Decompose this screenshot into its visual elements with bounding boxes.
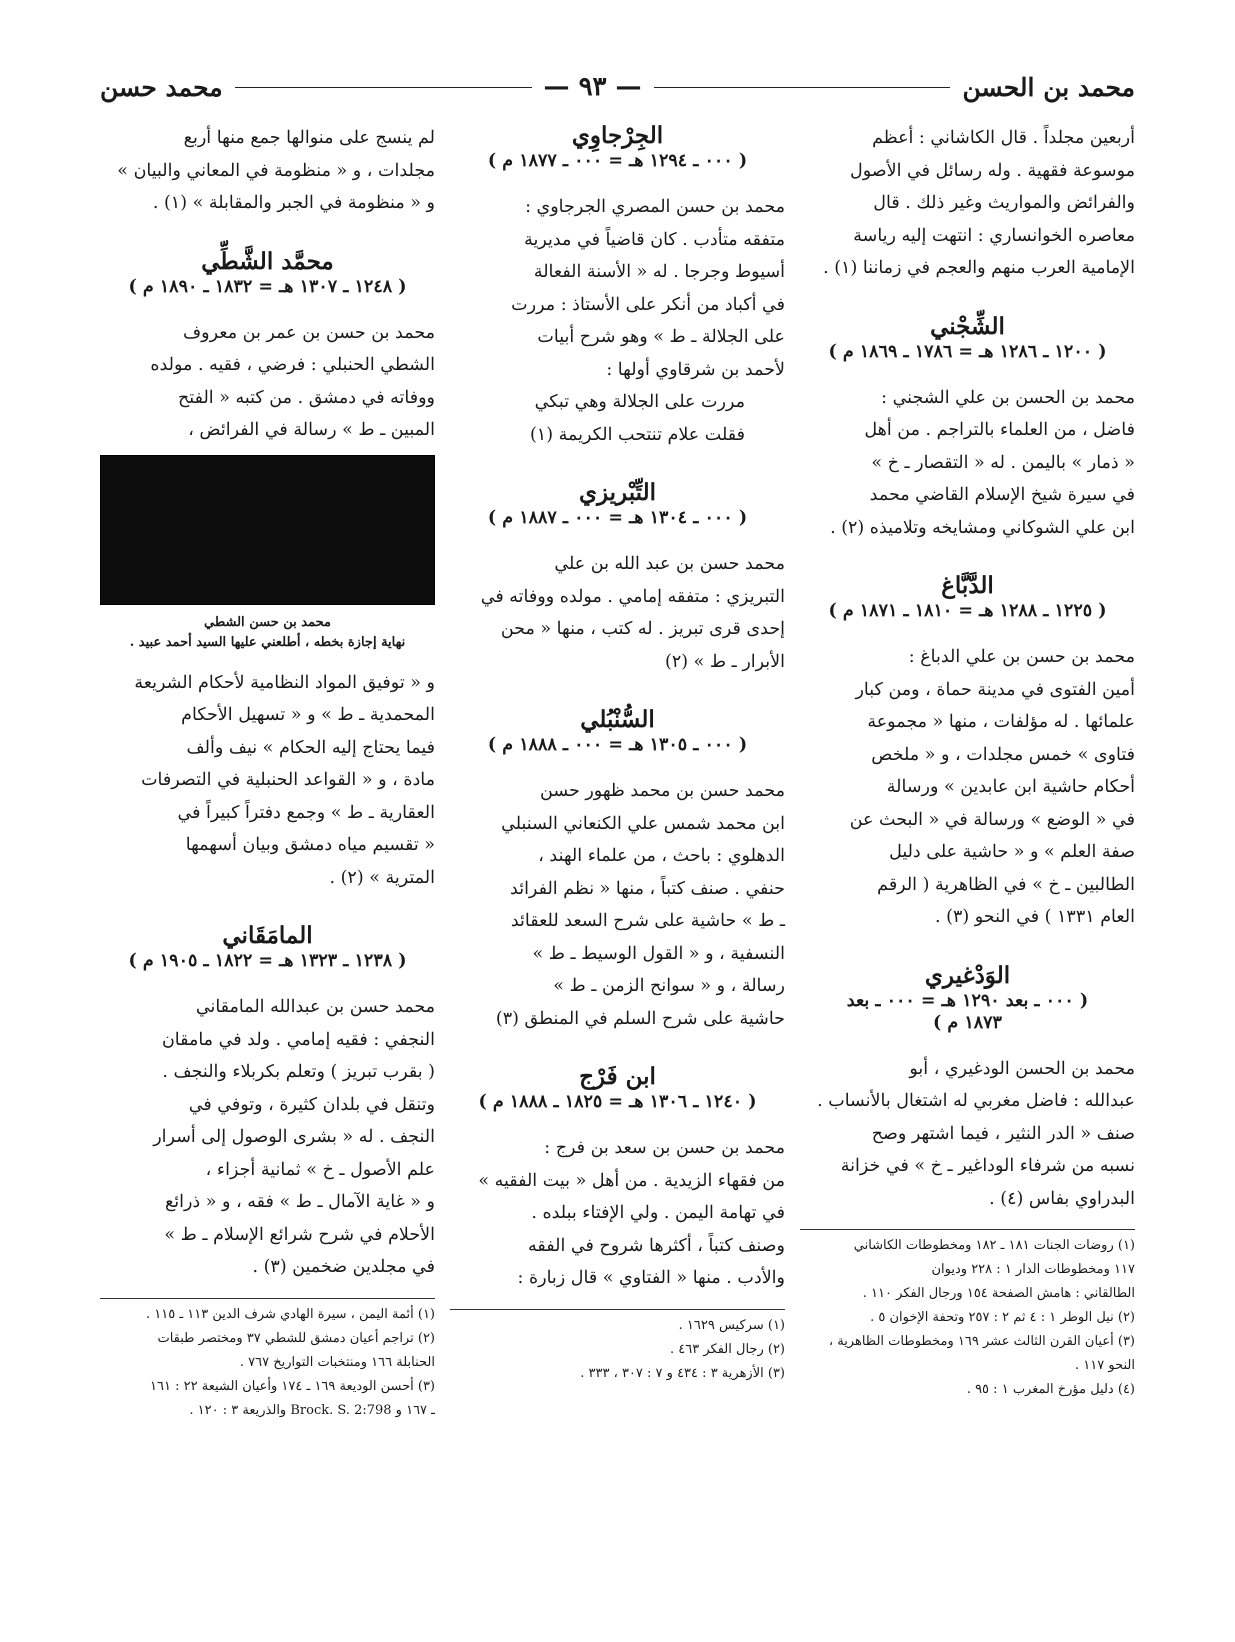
footnote: الطالقاني : هامش الصفحة ١٥٤ ورجال الفكر ١١٠ . (862, 1286, 1135, 1301)
text-line: وصنف كتباً ، أكثرها شروح في الفقه (528, 1235, 785, 1256)
text-line: العام ١٣٣١ ) في النحو (٣) . (934, 907, 1135, 927)
text-line: المحمدية ـ ط » و « تسهيل الأحكام (181, 705, 435, 725)
text-line: الأحلام في شرح شرائع الإسلام ـ ط » (164, 1224, 435, 1245)
text-line: محمد بن الحسن الودغيري ، أبو (909, 1058, 1135, 1079)
biography-entry (450, 122, 785, 451)
text-line: محمد حسن بن عبدالله المامقاني (195, 997, 435, 1017)
footnotes (100, 1298, 435, 1423)
text-line: في أكباد من أنكر على الأستاذ : مررت (511, 294, 785, 315)
entry-dates: ( ٠٠٠ ـ ١٣٠٥ هـ = ٠٠٠ ـ ١٨٨٨ م ) (487, 735, 748, 755)
text-line: إحدى قرى تبريز . له كتب ، منها « محن (500, 619, 785, 639)
text-line: محمد بن الحسن بن علي الشجني : (881, 387, 1135, 408)
entry-dates: ( ١٢٤٠ ـ ١٣٠٦ هـ = ١٨٢٥ ـ ١٨٨٨ م ) (478, 1092, 757, 1112)
biography-entry (450, 1063, 785, 1295)
manuscript-photo (100, 455, 435, 605)
footnote: (٢) نيل الوطر ١ : ٤ ثم ٢ : ٢٥٧ وتحفة الإخوان ٥ . (870, 1310, 1135, 1325)
text-line: لأحمد بن شرقاوي أولها : (606, 359, 785, 380)
column-right (800, 122, 1135, 1402)
text-line: حنفي . صنف كتباً ، منها « نظم الفرائد (510, 878, 785, 899)
text-line: ـ ط » حاشية على شرح السعد للعقائد (510, 911, 785, 931)
text-line: محمد بن حسن بن عمر بن معروف (183, 322, 435, 343)
text-line: محمد بن حسن بن علي الدباغ : (908, 647, 1135, 667)
footnote: الحنابلة ١٦٦ ومنتخبات التواريخ ٧٦٧ . (239, 1354, 435, 1370)
footnote: (٣) الأزهرية ٣ : ٤٣٤ و ٧ : ٣٠٧ ، ٣٣٣ . (580, 1365, 785, 1381)
entry-title: السُّنْبُلي (580, 706, 655, 733)
text-line: على الجلالة ـ ط » وهو شرح أبيات (537, 327, 785, 347)
text-line: التبريزي : متفقه إمامي . مولده ووفاته في (480, 586, 785, 607)
text-line: النجف . له « بشرى الوصول إلى أسرار (153, 1127, 435, 1147)
text-line: في تهامة اليمن . ولي الإفتاء ببلده . (531, 1203, 785, 1223)
text-line: عبدالله : فاضل مغربي له اشتغال بالأنساب . (817, 1091, 1135, 1111)
footnote: ـ ١٦٧ و Brock. S. 2:798 والذريعة ٣ : ١٢٠ . (189, 1402, 435, 1418)
column-middle (450, 122, 785, 1386)
photo-caption: نهاية إجازة بخطه ، أطلعني عليها السيد أحمد عبيد . (129, 634, 406, 650)
continued-entry (800, 122, 1135, 285)
text-line: و « توفيق المواد النظامية لأحكام الشريعة (134, 672, 435, 693)
entry-dates: ( ١٢٣٨ ـ ١٣٢٣ هـ = ١٨٢٢ ـ ١٩٠٥ م ) (128, 951, 407, 971)
text-line: النجفي : فقيه إمامي . ولد في مامقان (161, 1029, 435, 1050)
text-line: محمد بن حسن المصري الجرجاوي : (525, 197, 785, 217)
footnote: (٣) أحسن الوديعة ١٦٩ ـ ١٧٤ وأعيان الشيعة ٢٢ : ١٦١ (150, 1378, 435, 1394)
entry-title: الشِّجْني (930, 312, 1005, 340)
text-line: فيما يحتاج إليه الحكام » نيف وألف (186, 737, 435, 758)
entry-title: الوَدْغيري (924, 961, 1011, 989)
footnote: (١) روضات الجنات ١٨١ ـ ١٨٢ ومخطوطات الكاشاني (853, 1238, 1135, 1253)
text-line: رسالة ، و « سوانح الزمن ـ ط » (553, 976, 785, 996)
footnote: (٣) أعيان القرن الثالث عشر ١٦٩ ومخطوطات الظاهرية ، (828, 1334, 1135, 1349)
footnote: (٤) دليل مؤرخ المغرب ١ : ٩٥ . (966, 1382, 1135, 1397)
text-line: صفة العلم » و « حاشية على دليل (889, 842, 1135, 862)
entry-dates: ( ١٢٢٥ ـ ١٢٨٨ هـ = ١٨١٠ ـ ١٨٧١ م ) (828, 601, 1107, 621)
biography-entry (800, 962, 1135, 1216)
header-rule (654, 87, 951, 88)
text-line: في مجلدين ضخمين (٣) . (252, 1257, 435, 1277)
entry-title: محمَّد الشَّطِّي (201, 247, 334, 275)
text-line: والفرائض والمواريث وغير ذلك . قال (873, 193, 1135, 213)
text-line: محمد حسن بن محمد ظهور حسن (540, 781, 785, 801)
entry-dates: ( ١٢٠٠ ـ ١٢٨٦ هـ = ١٧٨٦ ـ ١٨٦٩ م ) (828, 341, 1107, 362)
text-line: مادة ، و « القواعد الحنبلية في التصرفات (141, 770, 435, 790)
text-line: علم الأصول ـ خ » ثمانية أجزاء ، (205, 1159, 435, 1180)
text-line: في سيرة شيخ الإسلام القاضي محمد (869, 485, 1135, 505)
text-line: موسوعة فقهية . وله رسائل في الأصول (850, 160, 1135, 181)
text-line: من فقهاء الزيدية . من أهل « بيت الفقيه » (478, 1170, 785, 1191)
text-line: ابن علي الشوكاني ومشايخه وتلاميذه (٢) . (830, 517, 1135, 538)
entry-dates: ( ٠٠٠ ـ ١٢٩٤ هـ = ٠٠٠ ـ ١٨٧٧ م ) (487, 151, 748, 171)
text-line: صنف « الدر النثير ، فيما اشتهر وصح (871, 1123, 1135, 1144)
verse-line: فقلت علام تنتحب الكريمة (١) (529, 424, 745, 445)
biography-entry (450, 479, 785, 678)
column-left (100, 122, 435, 1423)
biography-entry (100, 248, 435, 895)
text-line: أمين الفتوى في مدينة حماة ، ومن كبار (855, 679, 1135, 700)
entry-title: التِّبْريزي (578, 479, 657, 506)
footnote: (١) سركيس ١٦٢٩ . (678, 1317, 785, 1333)
text-line: محمد حسن بن عبد الله بن علي (554, 554, 785, 574)
text-line: ابن محمد شمس علي الكنعاني السنبلي (501, 813, 785, 834)
text-line: مجلدات ، و « منظومة في المعاني والبيان » (117, 160, 435, 181)
running-header (100, 66, 1135, 108)
text-line: و « غاية الآمال ـ ط » فقه ، و « ذرائع (164, 1192, 435, 1212)
text-line: الأبرار ـ ط » (٢) (664, 651, 785, 672)
continued-entry (100, 122, 435, 220)
footnote: (٢) تراجم أعيان دمشق للشطي ٣٧ ومختصر طبقات (157, 1330, 435, 1346)
footnote: النحو ١١٧ . (1075, 1358, 1135, 1373)
text-line: نسبه من شرفاء الوداغير ـ خ » في خزانة (840, 1156, 1135, 1176)
entry-dates: ( ١٢٤٨ ـ ١٣٠٧ هـ = ١٨٣٢ ـ ١٨٩٠ م ) (128, 276, 407, 297)
footnote: (١) أئمة اليمن ، سيرة الهادي شرف الدين ١١٣ ـ ١١٥ . (145, 1306, 435, 1322)
text-line: النسفية ، و « القول الوسيط ـ ط » (532, 943, 785, 964)
text-line: العقارية ـ ط » وجمع دفتراً كبيراً في (177, 802, 435, 823)
text-line: الطالبين ـ خ » في الظاهرية ( الرقم (877, 874, 1135, 895)
footnotes (800, 1229, 1135, 1402)
text-line: المترية » (٢) . (329, 867, 435, 888)
footnote: ١١٧ ومخطوطات الدار ١ : ٢٢٨ وديوان (931, 1262, 1135, 1277)
text-line: ووفاته في دمشق . من كتبه « الفتح (178, 387, 435, 408)
text-line: حاشية على شرح السلم في المنطق (٣) (495, 1008, 785, 1029)
entry-title: المامَقَاني (222, 922, 313, 949)
biography-entry (800, 572, 1135, 934)
text-line: علمائها . له مؤلفات ، منها « مجموعة (867, 712, 1135, 732)
entry-dates-cont: ١٨٧٣ م ) (933, 1012, 1002, 1033)
verse-line: مررت على الجلالة وهي تبكي (534, 392, 745, 412)
page-number: — ٩٣ — (543, 72, 642, 102)
text-line: فاضل ، من العلماء بالتراجم . من أهل (864, 420, 1135, 440)
text-line: ( بقرب تبريز ) وتعلم بكربلاء والنجف . (162, 1062, 435, 1082)
text-line: محمد بن حسن بن سعد بن فرج : (544, 1138, 785, 1158)
entry-title: ابن فَرْج (579, 1063, 656, 1090)
text-line: لم ينسج على منوالها جمع منها أربع (183, 128, 435, 148)
text-line: أربعين مجلداً . قال الكاشاني : أعظم (872, 128, 1135, 148)
biography-entry (450, 706, 785, 1035)
text-line: والأدب . منها « الفتاوي » قال زبارة : (517, 1268, 785, 1288)
text-line: أسيوط وجرجا . له « الأسنة الفعالة (533, 262, 785, 282)
text-line: معاصره الخوانساري : انتهت إليه رياسة (853, 225, 1135, 246)
text-line: « تقسيم مياه دمشق وبيان أسهمها (185, 835, 435, 855)
text-line: « ذمار » باليمن . له « التقصار ـ خ » (871, 452, 1135, 473)
text-line: الإمامية العرب منهم والعجم في زماننا (١) . (823, 258, 1135, 278)
footnotes (450, 1309, 785, 1386)
text-line: فتاوى » خمس مجلدات ، و « ملخص (871, 744, 1135, 765)
text-line: المبين ـ ط » رسالة في الفرائض ، (188, 420, 435, 440)
text-line: وتنقل في بلدان كثيرة ، وتوفي في (188, 1094, 435, 1115)
biography-entry (800, 313, 1135, 545)
entry-title: الجِرْجاوِي (571, 122, 664, 149)
running-title-left: محمد حسن (100, 72, 223, 102)
text-line: الدهلوي : باحث ، من علماء الهند ، (538, 846, 785, 866)
text-line: في « الوضع » ورسالة في « البحث عن (849, 809, 1135, 830)
text-line: متفقه متأدب . كان قاضياً في مديرية (524, 229, 785, 250)
biography-entry (100, 922, 435, 1284)
running-title-right: محمد بن الحسن (962, 72, 1135, 102)
text-line: أحكام حاشية ابن عابدين » ورسالة (886, 777, 1135, 797)
footnote: (٢) رجال الفكر ٤٦٣ . (670, 1341, 785, 1357)
text-line: و « منظومة في الجبر والمقابلة » (١) . (152, 193, 435, 213)
photo-caption: محمد بن حسن الشطي (204, 614, 331, 630)
entry-dates: ( ٠٠٠ ـ ١٣٠٤ هـ = ٠٠٠ ـ ١٨٨٧ م ) (487, 508, 748, 528)
text-line: البدراوي بفاس (٤) . (989, 1188, 1135, 1209)
text-line: الشطي الحنبلي : فرضي ، فقيه . مولده (150, 355, 435, 375)
header-rule (235, 87, 532, 88)
entry-title: الدَّبَّاغ (941, 572, 994, 599)
entry-dates: ( ٠٠٠ ـ بعد ١٢٩٠ هـ = ٠٠٠ ـ بعد (846, 990, 1089, 1011)
